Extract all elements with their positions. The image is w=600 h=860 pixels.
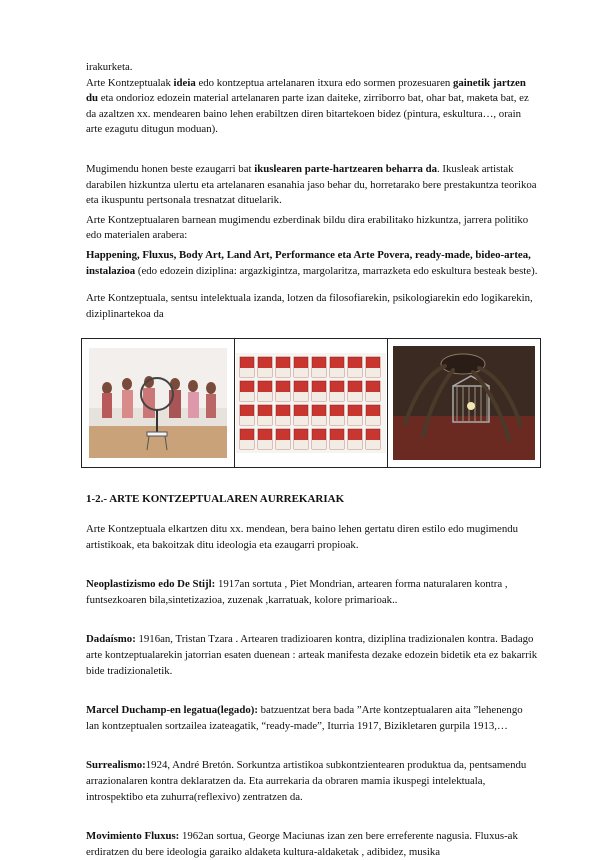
text: 1924, André Bretón. Sorkuntza artistikoa subkontzientearen produktua da, pentsamendu arrazionalaren kontra deklaratzen da. Eta aurrekaria da obraren mamia ikuspegi intelektuala, introspektibo eta zuhurra(reflexivo) zentratzen da.	[86, 759, 527, 803]
paragraph-mugimenduak: Arte Kontzeptualaren barnean mugimendu ezberdinak bildu dira erabilitako hizkuntza, jarrera politiko edo materialen arabera:	[86, 213, 529, 242]
soup-cans-photo	[236, 353, 386, 453]
paragraph-surrealismo	[86, 758, 538, 805]
bold-text: gainetik jartzen du	[86, 76, 526, 105]
image-cell-soup-cans	[235, 339, 388, 467]
section-heading: 1-2.- ARTE KONTZEPTUALAREN AURREKARIAK	[86, 493, 345, 505]
bold-text: ideia	[173, 76, 196, 89]
text: . Ikusleak artistak darabilen hizkuntza ulertu eta artelanaren esanahia jaso behar du, horretarako bere prestakuntza teorikoa eta ikuspuntu pertsonala tresnatzat dituelarik.	[86, 162, 537, 207]
paragraph-intelektuala: Arte Kontzeptuala, sentsu intelektuala izanda, lotzen da filosofiarekin, psikologiarekin edo logikarekin, diziplinartekoa da	[86, 292, 533, 320]
bold-text: Neoplastizismo edo De Stijl:	[86, 578, 216, 591]
paragraph-duchamp	[86, 703, 538, 734]
installation-photo	[393, 346, 535, 460]
text: 1917an sortuta , Piet Mondrian, artearen forma naturalaren kontra , funtsezkoaren bila,sintetizazioa, zuzenak ,karratuak, kolore primarioak..	[86, 578, 508, 606]
paragraph-aurrekariak: Arte Kontzeptuala elkartzen ditu xx. mendean, bera baino lehen gertatu diren estilo edo mugimendu artistikoak, eta bakoitzak ditu ideologia eta ezaugarri propioak.	[86, 523, 519, 551]
text: (edo edozein diziplina: argazkigintza, margolaritza, marrazketa edo eskultura besteak beste).	[135, 264, 538, 277]
text: batzuentzat bera bada ”Arte kontzeptualaren aita ”lehenengo lan kontzeptualen sortzailea izateagatik, “ready-made”, Iturria 1917, Bizikletaren gurpila 1913,…	[86, 704, 523, 732]
paragraph-ikuslea	[86, 162, 538, 209]
performance-photo	[89, 348, 227, 458]
text: bat, ez da azaltzen xx. mendearen baino lehen erabiltzen diren bitartekoen bidez (pintura, eskultura…, orain arte ezagutu ditugun moduan).	[86, 92, 529, 136]
text: edo kontzeptua artelanaren itxura edo sormen prozesuaren	[195, 76, 453, 89]
text: Mugimendu honen beste ezaugarri bat	[86, 162, 255, 175]
bold-text: Surrealismo:	[86, 759, 146, 772]
paragraph-list	[86, 248, 538, 279]
paragraph-fluxus	[86, 829, 538, 860]
bold-text: Marcel Duchamp-en legatua(legado):	[86, 704, 258, 717]
intro-line: irakurketa.	[86, 61, 133, 73]
image-strip	[81, 338, 541, 468]
text: Arte Kontzeptualak	[86, 76, 174, 89]
bold-text: Dadaísmo:	[86, 633, 136, 646]
text: 1916an, Tristan Tzara . Artearen tradizioaren kontra, diziplina tradizionalen kontra. Badago arte kontzeptualarekin jatorrian esaten duenean : arteak manifesta dezake edozein bidetik eta ez bakarrik bide tradizionaletik.	[86, 633, 538, 677]
bold-text: Movimiento Fluxus:	[86, 830, 180, 843]
bold-text: ikuslearen parte-hartzearen beharra da	[254, 162, 438, 175]
text: eta ondorioz edozein material artelanaren parte izan daiteke, zirriborro bat, ohar bat,	[98, 92, 467, 105]
text: 1962an sortua, George Maciunas izan zen bere erreferente nagusia. Fluxus-ak erdiratzen du bere ideologia garaiko aldaketa kultura-aldaketak , adibidez, musika	[86, 830, 518, 858]
lower-text	[86, 522, 538, 860]
image-cell-performance	[82, 339, 235, 467]
bold-text: Happening, Fluxus, Body Art, Land Art, Performance eta Arte Povera, ready-made, bideo-artea, instalazioa	[86, 248, 531, 277]
text: maketa	[466, 93, 498, 105]
upper-text	[86, 60, 538, 322]
paragraph-dadaismo	[86, 632, 538, 679]
paragraph-ideia	[86, 76, 538, 138]
paragraph-neoplastizismo	[86, 577, 538, 608]
image-cell-installation	[388, 339, 540, 467]
